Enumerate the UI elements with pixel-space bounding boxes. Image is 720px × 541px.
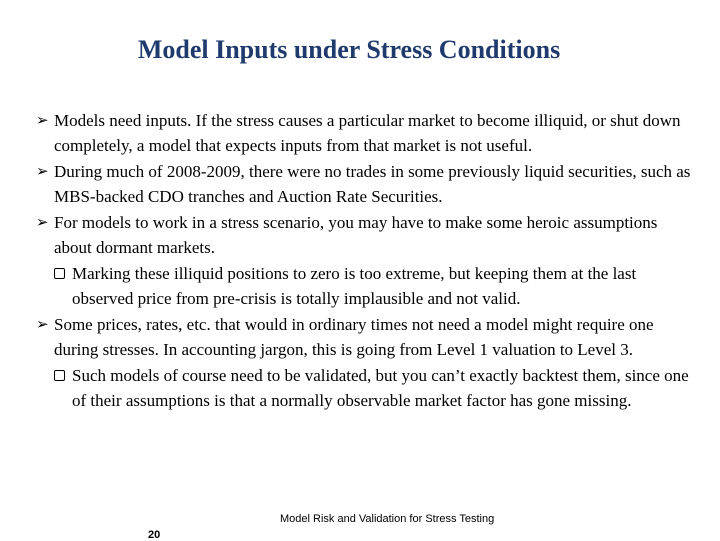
bullet-text: Models need inputs. If the stress causes a particular market to become illiquid, or shut down completely, a model that expects inputs from that market is not useful.: [54, 111, 681, 155]
sub-bullet-item: [36, 363, 696, 413]
page-number: 20: [148, 529, 161, 541]
sub-bullet-text: Marking these illiquid positions to zero is too extreme, but keeping them at the last observed price from pre-crisis is totally implausible and not valid.: [72, 264, 637, 308]
sub-bullet-item: [36, 261, 696, 311]
slide-footer: Model Risk and Validation for Stress Testing: [280, 513, 495, 525]
arrow-bullet-icon: ➢: [36, 315, 49, 333]
bullet-item: [36, 108, 696, 158]
bullet-item: [36, 312, 696, 362]
bullet-text: During much of 2008-2009, there were no trades in some previously liquid securities, such as MBS-backed CDO tranches and Auction Rate Securities.: [54, 162, 691, 206]
bullet-list: [36, 108, 696, 414]
arrow-bullet-icon: ➢: [36, 111, 49, 129]
bullet-item: [36, 210, 696, 260]
bullet-text: Some prices, rates, etc. that would in ordinary times not need a model might require one during stresses. In accounting jargon, this is going from Level 1 valuation to Level 3.: [54, 315, 654, 359]
slide-title: Model Inputs under Stress Conditions: [137, 35, 561, 64]
arrow-bullet-icon: ➢: [36, 213, 49, 231]
square-bullet-icon: [54, 262, 65, 288]
square-bullet-icon: [54, 364, 65, 390]
bullet-item: [36, 159, 696, 209]
sub-bullet-text: Such models of course need to be validated, but you can’t exactly backtest them, since one of their assumptions is that a normally observable market factor has gone missing.: [72, 366, 689, 410]
arrow-bullet-icon: ➢: [36, 162, 49, 180]
bullet-text: For models to work in a stress scenario, you may have to make some heroic assumptions about dormant markets.: [54, 213, 658, 257]
